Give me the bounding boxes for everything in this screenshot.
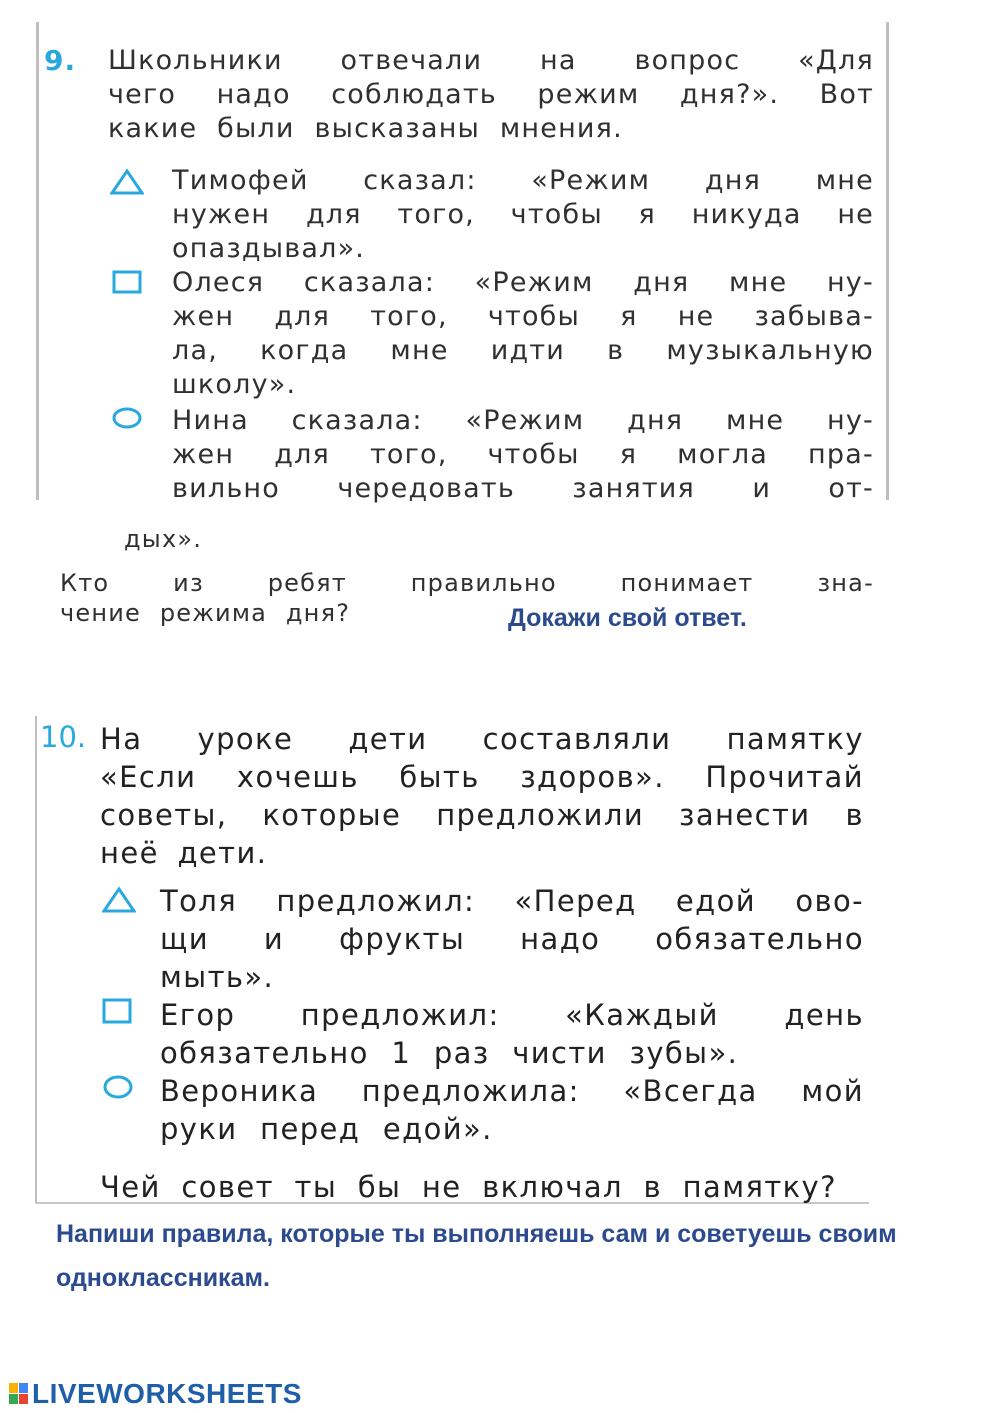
word: сказала: bbox=[291, 405, 423, 436]
liveworksheets-logo bbox=[8, 1378, 302, 1410]
q9-left-border bbox=[36, 22, 39, 500]
q10-intro-line-1 bbox=[100, 720, 864, 758]
word: не bbox=[677, 301, 715, 332]
q10-question: Чей совет ты бы не включал в памятку? bbox=[100, 1170, 837, 1204]
q10-advice-1-line-1 bbox=[160, 882, 864, 920]
word: уроке bbox=[197, 722, 294, 756]
q9-opinion-3-line-2 bbox=[172, 438, 874, 472]
word: дня bbox=[627, 405, 684, 436]
word: «Каждый bbox=[565, 998, 719, 1032]
word: надо bbox=[520, 922, 601, 956]
word: сказала: bbox=[303, 267, 435, 298]
word: «Режим bbox=[474, 267, 594, 298]
word: не bbox=[837, 199, 874, 230]
word: пра- bbox=[808, 439, 874, 470]
q9-right-border bbox=[886, 22, 889, 500]
word: в bbox=[845, 798, 864, 832]
word: которые bbox=[262, 798, 402, 832]
square-icon bbox=[102, 998, 134, 1026]
word: Вероника bbox=[160, 1074, 319, 1108]
word: чередовать bbox=[337, 473, 515, 504]
word: предложил: bbox=[300, 998, 500, 1032]
word: Тимофей bbox=[172, 165, 309, 196]
q10-advice-1-line-2 bbox=[160, 920, 864, 958]
q9-opinion-1-line-3: опаздывал». bbox=[172, 233, 366, 264]
word: памятку bbox=[726, 722, 864, 756]
triangle-icon bbox=[102, 886, 136, 914]
word: и bbox=[263, 922, 285, 956]
q9-opinion-1-line-1 bbox=[172, 164, 874, 198]
word: Кто bbox=[60, 569, 110, 597]
q10-intro-line-2 bbox=[100, 758, 864, 796]
word: надо bbox=[216, 79, 291, 110]
q9-intro-line-1 bbox=[108, 44, 874, 78]
word: забыва- bbox=[754, 301, 874, 332]
word: Вот bbox=[819, 79, 874, 110]
word: дня bbox=[633, 267, 690, 298]
word: идти bbox=[490, 335, 566, 366]
word: вопрос bbox=[634, 45, 741, 76]
word: Прочитай bbox=[705, 760, 864, 794]
word: нужен bbox=[172, 199, 271, 230]
word: ребят bbox=[267, 569, 347, 597]
word: я bbox=[638, 199, 656, 230]
q10-intro-line-4: неё дети. bbox=[100, 836, 268, 870]
word: никуда bbox=[691, 199, 802, 230]
q10-intro-line-3 bbox=[100, 796, 864, 834]
word: отвечали bbox=[340, 45, 483, 76]
word: мне bbox=[815, 165, 874, 196]
word: Нина bbox=[172, 405, 249, 436]
word: чтобы bbox=[487, 439, 580, 470]
q10-task-line-2: одноклассникам. bbox=[56, 1264, 270, 1292]
word: для bbox=[305, 199, 362, 230]
word: того, bbox=[369, 439, 448, 470]
word: я bbox=[619, 439, 638, 470]
word: «Для bbox=[798, 45, 874, 76]
word: едой bbox=[675, 884, 756, 918]
word: щи bbox=[160, 922, 209, 956]
q9-opinion-2-line-4: школу». bbox=[172, 369, 297, 400]
circle-icon bbox=[111, 406, 143, 432]
word: Егор bbox=[160, 998, 236, 1032]
word: мне bbox=[390, 335, 449, 366]
q10-left-border bbox=[35, 716, 37, 1204]
q10-advice-2-line-1 bbox=[160, 996, 864, 1034]
word: чтобы bbox=[487, 301, 581, 332]
word: зна- bbox=[817, 569, 874, 597]
word: На bbox=[100, 722, 143, 756]
q10-advice-3-line-2: руки перед едой». bbox=[160, 1112, 493, 1146]
q9-question-line-1 bbox=[60, 566, 874, 600]
word: занятия bbox=[572, 473, 695, 504]
word: ну- bbox=[826, 405, 874, 436]
word: чтобы bbox=[510, 199, 603, 230]
word: ово- bbox=[795, 884, 864, 918]
word: чего bbox=[108, 79, 177, 110]
q9-opinion-2-line-2 bbox=[172, 300, 874, 334]
word: и bbox=[752, 473, 772, 504]
word: понимает bbox=[620, 569, 754, 597]
q10-task-line-1: Напиши правила, которые ты выполняешь сам и советуешь своим bbox=[56, 1220, 897, 1248]
word: быть bbox=[399, 760, 480, 794]
word: дня?». bbox=[679, 79, 780, 110]
q9-task: Докажи свой ответ. bbox=[508, 604, 747, 632]
word: сказал: bbox=[363, 165, 477, 196]
logo-grid-icon bbox=[8, 1381, 30, 1407]
q9-opinion-3-line-4: дых». bbox=[124, 525, 203, 553]
word: для bbox=[274, 301, 331, 332]
word: предложила: bbox=[361, 1074, 580, 1108]
q9-opinion-3-line-3 bbox=[172, 472, 874, 506]
word: обязательно bbox=[655, 922, 864, 956]
q9-number: 9. bbox=[44, 44, 77, 77]
word: жен bbox=[172, 301, 235, 332]
word: Школьники bbox=[108, 45, 283, 76]
word: предложили bbox=[436, 798, 645, 832]
word: составляли bbox=[482, 722, 672, 756]
q9-opinion-2-line-1 bbox=[172, 266, 874, 300]
word: мне bbox=[729, 267, 788, 298]
word: для bbox=[274, 439, 330, 470]
word: «Перед bbox=[514, 884, 637, 918]
word: «Режим bbox=[531, 165, 651, 196]
word: на bbox=[540, 45, 577, 76]
word: предложил: bbox=[276, 884, 476, 918]
word: Олеся bbox=[172, 267, 265, 298]
q9-question-line-2: чение режима дня? bbox=[60, 599, 351, 627]
word: занести bbox=[679, 798, 811, 832]
q10-advice-3-line-1 bbox=[160, 1072, 864, 1110]
word: «Режим bbox=[465, 405, 585, 436]
q9-opinion-2-line-3 bbox=[172, 334, 874, 368]
q9-intro-line-3: какие были высказаны мнения. bbox=[108, 113, 623, 144]
word: могла bbox=[677, 439, 769, 470]
word: того, bbox=[370, 301, 448, 332]
word: правильно bbox=[410, 569, 557, 597]
word: мой bbox=[801, 1074, 864, 1108]
word: ну- bbox=[826, 267, 874, 298]
word: хочешь bbox=[236, 760, 359, 794]
triangle-icon bbox=[110, 168, 144, 196]
word: от- bbox=[828, 473, 874, 504]
word: из bbox=[173, 569, 204, 597]
logo-text: LIVEWORKSHEETS bbox=[32, 1378, 302, 1409]
q10-advice-2-line-2: обязательно 1 раз чисти зубы». bbox=[160, 1036, 739, 1070]
word: Толя bbox=[160, 884, 238, 918]
q10-advice-1-line-3: мыть». bbox=[160, 960, 275, 994]
word: того, bbox=[397, 199, 475, 230]
circle-icon bbox=[101, 1074, 135, 1102]
word: советы, bbox=[100, 798, 228, 832]
q9-opinion-1-line-2 bbox=[172, 198, 874, 232]
word: музыкальную bbox=[666, 335, 874, 366]
word: вильно bbox=[172, 473, 281, 504]
word: соблюдать bbox=[331, 79, 497, 110]
word: я bbox=[620, 301, 638, 332]
word: ла, bbox=[172, 335, 218, 366]
word: дети bbox=[348, 722, 428, 756]
word: «Если bbox=[100, 760, 197, 794]
q9-opinion-3-line-1 bbox=[172, 404, 874, 438]
word: здоров». bbox=[520, 760, 665, 794]
word: в bbox=[607, 335, 625, 366]
q9-intro-line-2 bbox=[108, 78, 874, 112]
word: мне bbox=[726, 405, 785, 436]
word: фрукты bbox=[339, 922, 466, 956]
word: день bbox=[784, 998, 864, 1032]
q10-number: 10. bbox=[40, 720, 87, 754]
word: жен bbox=[172, 439, 235, 470]
word: когда bbox=[260, 335, 349, 366]
word: «Всегда bbox=[623, 1074, 758, 1108]
word: дня bbox=[704, 165, 762, 196]
square-icon bbox=[112, 270, 142, 296]
word: режим bbox=[537, 79, 640, 110]
